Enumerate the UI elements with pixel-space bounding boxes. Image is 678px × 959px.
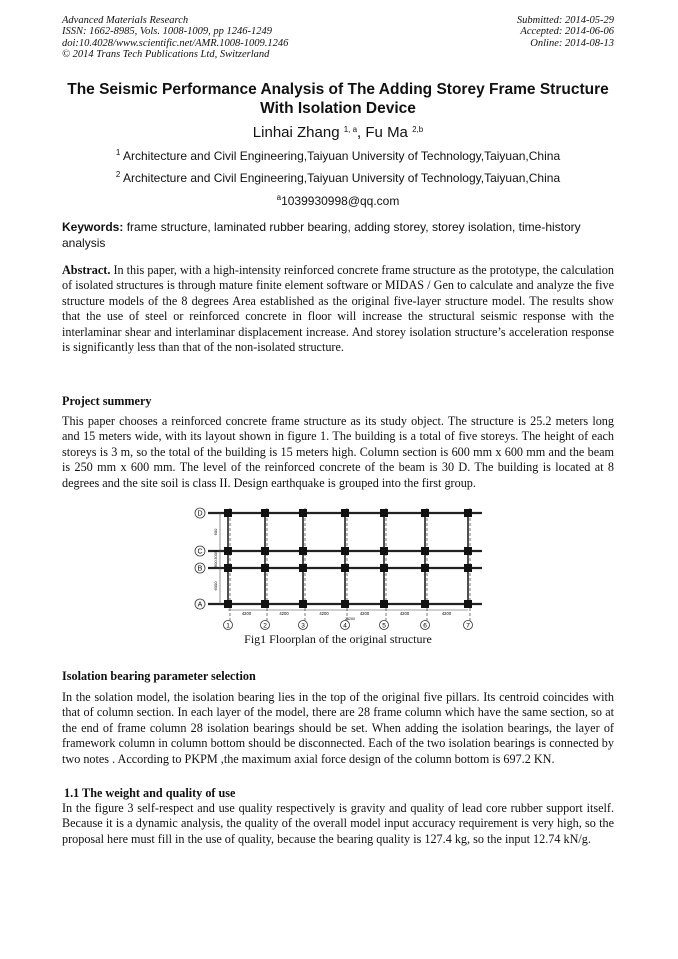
column-B1 xyxy=(224,564,232,572)
column-B6 xyxy=(421,564,429,572)
weight-quality-text: In the figure 3 self-respect and use quality respectively is gravity and quality of lead core rubber support itself. Because it is a dynamic analysis, the quality of the overall model input accuracy requirement is very high, so the proposal here must fill in the use of quality, because the bearing quality is 127.4 kg, so the input 12.74 kN/g. xyxy=(62,801,614,846)
copyright-line: © 2014 Trans Tech Publications Ltd, Switzerland xyxy=(62,48,270,60)
column-C1 xyxy=(224,547,232,555)
column-C3 xyxy=(299,547,307,555)
column-D1 xyxy=(224,509,232,517)
affiliation-2 xyxy=(62,171,614,185)
span-label: 4200 xyxy=(279,611,289,616)
row-label-A: A xyxy=(197,601,203,609)
row-label-D: D xyxy=(197,510,203,518)
column-B2 xyxy=(261,564,269,572)
journal-header xyxy=(62,15,288,60)
column-C2 xyxy=(261,547,269,555)
col-label-3: 3 xyxy=(301,622,305,630)
column-D4 xyxy=(341,509,349,517)
column-A5 xyxy=(380,600,388,608)
total-length-label: 25200 xyxy=(345,617,355,621)
abstract-label: Abstract. xyxy=(62,263,111,277)
author-1: Linhai Zhang xyxy=(252,124,340,141)
affiliation-1 xyxy=(62,149,614,163)
accepted-date: Accepted: 2014-06-06 xyxy=(520,26,614,38)
span-label: 4200 xyxy=(359,611,370,616)
author-separator: , xyxy=(357,124,366,141)
dates-header xyxy=(517,15,614,49)
email-line xyxy=(62,194,614,208)
figure-caption: Fig1 Floorplan of the original structure xyxy=(244,632,432,646)
keywords-text: frame structure, laminated rubber bearing, adding storey, storey isolation, time-history analysis xyxy=(62,220,581,250)
row-span-label: 6000 xyxy=(213,581,218,591)
column-B5 xyxy=(380,564,388,572)
affiliation-2-marker: 2 xyxy=(115,170,121,179)
heading-project-summery: Project summery xyxy=(62,394,152,408)
keywords xyxy=(62,220,614,251)
affiliation-1-text: Architecture and Civil Engineering,Taiyuan University of Technology,Taiyuan,China xyxy=(122,149,561,163)
col-label-2: 2 xyxy=(263,622,267,630)
column-D5 xyxy=(380,509,388,517)
col-label-1: 1 xyxy=(226,622,230,630)
column-C5 xyxy=(380,547,388,555)
span-label: 4200 xyxy=(399,611,410,616)
row-span-label: 3000 xyxy=(213,550,218,560)
column-A1 xyxy=(224,600,232,608)
column-A2 xyxy=(261,600,269,608)
keywords-label: Keywords: xyxy=(62,220,124,234)
project-summery-text: This paper chooses a reinforced concrete frame structure as its study object. The structure is 25.2 meters long and 15 meters wide, with its layout shown in figure 1. The building is a total of five storeys. The height of each storeys is 3 m, so the total of the building is 15 meters high. Column section is 600 mm x 600 mm and the beam is 250 mm x 600 mm. The level of the reinforced concrete of the beam is 30 D. The building is located at 8 degrees and the site soil is class II. Design earthquake is grouped into the first group. xyxy=(62,414,614,490)
author-2-marker: 2,b xyxy=(412,125,424,134)
abstract xyxy=(62,263,614,355)
isolation-bearing-text: In the solation model, the isolation bearing lies in the top of the original five pillars. Its centroid coincides with that of column section. In each layer of the model, there are 28 frame column which have the same section, so at the end of frame column 28 isolation bearings should be set. When adding the isolation bearings, the layer of framework column in column bottom should be disconnected. Each of the two isolation bearings is connected by two notes . According to PKPM ,the maximum axial force design of the column bottom is 697.2 KN. xyxy=(62,690,614,766)
column-C4 xyxy=(341,547,349,555)
row-label-C: C xyxy=(197,548,203,556)
online-date: Online: 2014-08-13 xyxy=(530,37,614,49)
span-label: 4200 xyxy=(241,611,252,616)
column-D2 xyxy=(261,509,269,517)
col-label-4: 4 xyxy=(343,622,347,630)
column-C6 xyxy=(421,547,429,555)
column-C7 xyxy=(464,547,472,555)
doi-line: doi:10.4028/www.scientific.net/AMR.1008-1009.1246 xyxy=(62,37,289,49)
affiliation-1-marker: 1 xyxy=(115,148,121,157)
paper-title: The Seismic Performance Analysis of The Adding Storey Frame Structure With Isolation Device xyxy=(67,81,609,117)
column-A4 xyxy=(341,600,349,608)
heading-weight-quality: 1.1 The weight and quality of use xyxy=(64,786,236,800)
col-label-7: 7 xyxy=(466,622,470,630)
email-marker: a xyxy=(276,193,282,202)
row-span-label: 600 xyxy=(213,528,218,536)
column-B4 xyxy=(341,564,349,572)
author-1-marker: 1, a xyxy=(343,125,358,134)
row-span-label: 600 xyxy=(213,560,218,568)
col-label-5: 5 xyxy=(382,622,386,630)
column-D6 xyxy=(421,509,429,517)
col-label-6: 6 xyxy=(423,622,427,630)
column-A7 xyxy=(464,600,472,608)
affiliation-2-text: Architecture and Civil Engineering,Taiyuan University of Technology,Taiyuan,China xyxy=(122,171,561,185)
column-A6 xyxy=(421,600,429,608)
abstract-text: In this paper, with a high-intensity reinforced concrete frame structure as the prototype, the calculation of isolated structures is through mature finite element software or MIDAS / Gen to calculate and analyze the five structure models of the 8 degrees Area established as the original five-layer structure model. The results show that the use of steel or reinforced concrete in floor will increase the structural seismic response with the interlaminar shear and interlaminar displacement increase. And storey isolation structure’s acceleration response is significantly less than that of the non-isolated structure. xyxy=(62,263,614,355)
column-D3 xyxy=(299,509,307,517)
column-B7 xyxy=(464,564,472,572)
column-A3 xyxy=(299,600,307,608)
author-2: Fu Ma xyxy=(365,124,408,141)
column-B3 xyxy=(299,564,307,572)
span-label: 4200 xyxy=(319,611,329,616)
issn-line: ISSN: 1662-8985, Vols. 1008-1009, pp 1246-1249 xyxy=(62,26,272,38)
author-line xyxy=(62,124,614,141)
floorplan-figure xyxy=(190,506,490,631)
row-label-B: B xyxy=(197,565,203,573)
journal-name: Advanced Materials Research xyxy=(62,15,189,26)
heading-isolation-bearing: Isolation bearing parameter selection xyxy=(62,669,256,683)
submitted-date: Submitted: 2014-05-29 xyxy=(516,15,614,26)
column-D7 xyxy=(464,509,472,517)
span-label: 4200 xyxy=(441,611,452,616)
email-address: 1039930998@qq.com xyxy=(281,194,400,208)
